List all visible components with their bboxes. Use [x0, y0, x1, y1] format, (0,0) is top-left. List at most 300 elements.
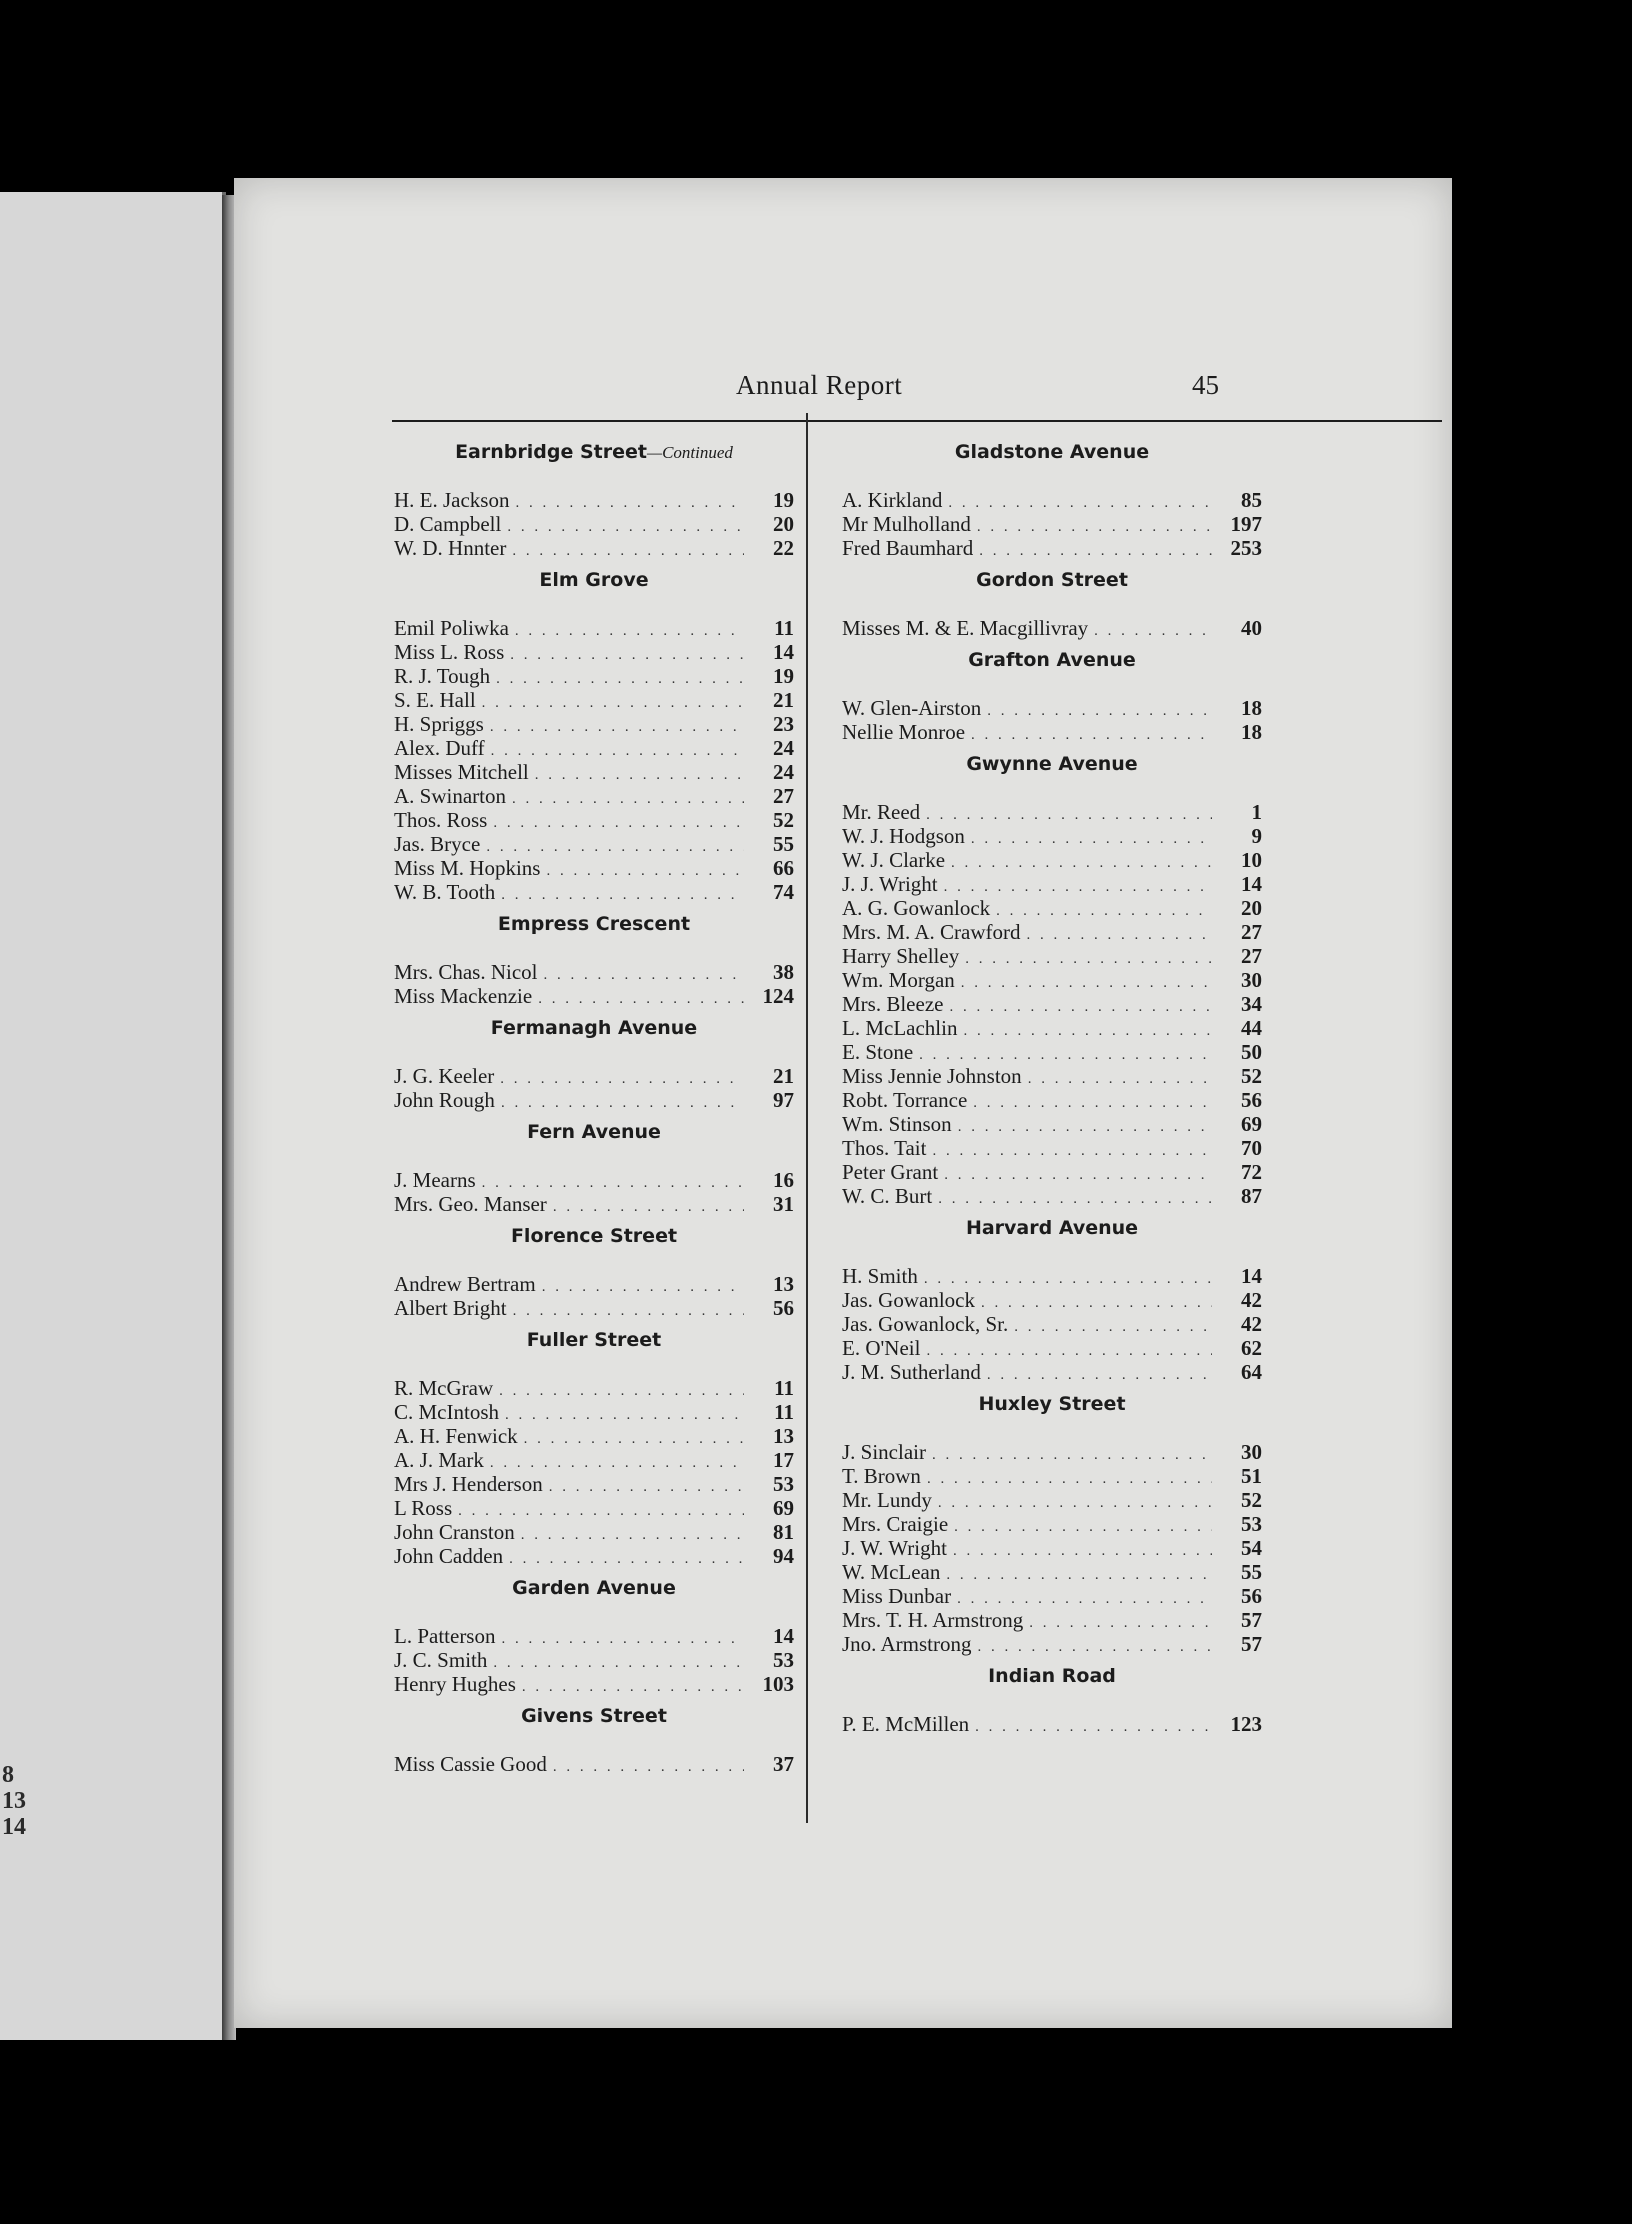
dot-leader: [987, 699, 1212, 723]
list-item: [394, 640, 794, 664]
facing-page-number: 14: [2, 1814, 26, 1840]
dot-leader: [524, 1427, 744, 1451]
document-page: [234, 178, 1452, 2028]
dot-leader: [953, 1539, 1212, 1563]
dot-leader: [1014, 1315, 1212, 1339]
street-heading: [394, 1120, 794, 1144]
dot-leader: [949, 995, 1212, 1019]
house-number: 1: [1251, 800, 1262, 824]
list-item: [842, 944, 1262, 968]
dot-leader: [546, 859, 744, 883]
house-number: 37: [773, 1752, 794, 1776]
resident-name: Albert Bright: [394, 1296, 507, 1320]
street-section: [394, 440, 794, 560]
resident-name: A. H. Fenwick: [394, 1424, 518, 1448]
resident-name: Mrs J. Henderson: [394, 1472, 543, 1496]
street-name: Fermanagh Avenue: [490, 1017, 698, 1039]
resident-name: A. G. Gowanlock: [842, 896, 991, 920]
house-number: 55: [773, 832, 794, 856]
resident-name: H. Smith: [842, 1264, 918, 1288]
dot-leader: [978, 1635, 1212, 1659]
resident-name: L Ross: [394, 1496, 453, 1520]
dot-leader: [542, 1275, 744, 1299]
dot-leader: [951, 851, 1212, 875]
dot-leader: [1028, 1067, 1212, 1091]
resident-name: Mrs. T. H. Armstrong: [842, 1608, 1024, 1632]
resident-name: W. McLean: [842, 1560, 941, 1584]
house-number: 74: [773, 880, 794, 904]
dot-leader: [971, 723, 1212, 747]
list-item: [394, 1192, 794, 1216]
house-number: 50: [1241, 1040, 1262, 1064]
list-item: [842, 512, 1262, 536]
house-number: 253: [1230, 536, 1262, 560]
list-item: [842, 696, 1262, 720]
house-number: 11: [774, 1376, 794, 1400]
house-number: 69: [773, 1496, 794, 1520]
house-number: 94: [773, 1544, 794, 1568]
resident-name: Jno. Armstrong: [842, 1632, 972, 1656]
dot-leader: [521, 1523, 744, 1547]
resident-name: Miss Dunbar: [842, 1584, 952, 1608]
list-item: [842, 720, 1262, 744]
house-number: 14: [773, 1624, 794, 1648]
resident-name: Jas. Bryce: [394, 832, 481, 856]
house-number: 13: [773, 1272, 794, 1296]
house-number: 34: [1241, 992, 1262, 1016]
house-number: 53: [1241, 1512, 1262, 1536]
house-number: 9: [1251, 824, 1262, 848]
house-number: 97: [773, 1088, 794, 1112]
list-item: [842, 1536, 1262, 1560]
street-heading: [394, 1224, 794, 1248]
resident-name: Wm. Morgan: [842, 968, 955, 992]
right-column: [842, 440, 1262, 1744]
house-number: 24: [773, 736, 794, 760]
list-item: [394, 1424, 794, 1448]
resident-name: Mrs. Geo. Manser: [394, 1192, 547, 1216]
house-number: 20: [773, 512, 794, 536]
street-section: [394, 1224, 794, 1320]
resident-name: Mr Mulholland: [842, 512, 971, 536]
dot-leader: [549, 1475, 744, 1499]
street-heading: [394, 1328, 794, 1352]
resident-name: Nellie Monroe: [842, 720, 966, 744]
list-item: [394, 1064, 794, 1088]
list-item: [394, 688, 794, 712]
list-item: [394, 1376, 794, 1400]
house-number: 53: [773, 1648, 794, 1672]
list-item: [842, 1088, 1262, 1112]
resident-name: Miss Mackenzie: [394, 984, 533, 1008]
facing-page-edge: [0, 192, 226, 2040]
dot-leader: [553, 1755, 744, 1779]
list-item: [394, 488, 794, 512]
list-item: [394, 984, 794, 1008]
list-item: [842, 1312, 1262, 1336]
resident-name: L. McLachlin: [842, 1016, 958, 1040]
dot-leader: [938, 1187, 1212, 1211]
street-section: [842, 1392, 1262, 1656]
house-number: 17: [773, 1448, 794, 1472]
street-section: [394, 1120, 794, 1216]
street-name: Huxley Street: [978, 1393, 1126, 1415]
resident-name: Miss L. Ross: [394, 640, 505, 664]
resident-name: Andrew Bertram: [394, 1272, 536, 1296]
running-head: [234, 370, 1452, 400]
street-section: [842, 568, 1262, 640]
resident-name: P. E. McMillen: [842, 1712, 970, 1736]
dot-leader: [515, 491, 744, 515]
house-number: 42: [1241, 1288, 1262, 1312]
house-number: 51: [1241, 1464, 1262, 1488]
house-number: 52: [1241, 1488, 1262, 1512]
resident-name: J. M. Sutherland: [842, 1360, 981, 1384]
resident-name: John Cadden: [394, 1544, 504, 1568]
house-number: 14: [1241, 1264, 1262, 1288]
house-number: 66: [773, 856, 794, 880]
house-number: 18: [1241, 696, 1262, 720]
dot-leader: [958, 1115, 1212, 1139]
house-number: 62: [1241, 1336, 1262, 1360]
list-item: [842, 1184, 1262, 1208]
dot-leader: [954, 1515, 1212, 1539]
dot-leader: [493, 1651, 744, 1675]
street-section: [842, 440, 1262, 560]
resident-name: Thos. Tait: [842, 1136, 927, 1160]
street-name: Fern Avenue: [527, 1121, 661, 1143]
list-item: [842, 1440, 1262, 1464]
house-number: 27: [773, 784, 794, 808]
resident-name: J. C. Smith: [394, 1648, 488, 1672]
list-item: [842, 1512, 1262, 1536]
house-number: 24: [773, 760, 794, 784]
left-column: [394, 440, 794, 1784]
street-section: [842, 1216, 1262, 1384]
dot-leader: [553, 1195, 744, 1219]
list-item: [394, 1624, 794, 1648]
house-number: 21: [773, 688, 794, 712]
street-heading: [842, 440, 1262, 464]
dot-leader: [946, 1563, 1212, 1587]
dot-leader: [971, 827, 1212, 851]
street-name: Gladstone Avenue: [954, 441, 1150, 463]
dot-leader: [938, 1491, 1212, 1515]
house-number: 38: [773, 960, 794, 984]
dot-leader: [948, 491, 1212, 515]
list-item: [394, 1400, 794, 1424]
dot-leader: [927, 1467, 1212, 1491]
resident-name: Jas. Gowanlock: [842, 1288, 975, 1312]
house-number: 44: [1241, 1016, 1262, 1040]
resident-name: W. J. Hodgson: [842, 824, 965, 848]
resident-name: A. Kirkland: [842, 488, 943, 512]
house-number: 56: [1241, 1584, 1262, 1608]
dot-leader: [496, 667, 744, 691]
dot-leader: [961, 971, 1212, 995]
list-item: [842, 800, 1262, 824]
dot-leader: [499, 1379, 744, 1403]
house-number: 16: [773, 1168, 794, 1192]
dot-leader: [501, 1091, 744, 1115]
resident-name: T. Brown: [842, 1464, 921, 1488]
dot-leader: [963, 1019, 1212, 1043]
list-item: [842, 1560, 1262, 1584]
house-number: 19: [773, 664, 794, 688]
street-name: Gwynne Avenue: [966, 753, 1138, 775]
resident-name: Mr. Reed: [842, 800, 921, 824]
list-item: [842, 1040, 1262, 1064]
street-name: Elm Grove: [539, 569, 649, 591]
list-item: [842, 1160, 1262, 1184]
house-number: 42: [1241, 1312, 1262, 1336]
list-item: [842, 824, 1262, 848]
dot-leader: [510, 643, 744, 667]
list-item: [394, 1088, 794, 1112]
street-name: Garden Avenue: [512, 1577, 676, 1599]
dot-leader: [981, 1291, 1212, 1315]
list-item: [394, 1648, 794, 1672]
house-number: 57: [1241, 1632, 1262, 1656]
resident-name: A. J. Mark: [394, 1448, 484, 1472]
street-name: Fuller Street: [526, 1329, 662, 1351]
street-heading: [394, 912, 794, 936]
list-item: [394, 536, 794, 560]
list-item: [394, 1272, 794, 1296]
house-number: 52: [1241, 1064, 1262, 1088]
dot-leader: [513, 1299, 744, 1323]
street-name: Grafton Avenue: [968, 649, 1136, 671]
resident-name: Peter Grant: [842, 1160, 939, 1184]
dot-leader: [500, 1067, 744, 1091]
list-item: [394, 712, 794, 736]
street-heading: [842, 648, 1262, 672]
column-divider: [806, 413, 808, 1823]
list-item: [842, 1336, 1262, 1360]
street-heading: [842, 1664, 1262, 1688]
list-item: [842, 616, 1262, 640]
house-number: 55: [1241, 1560, 1262, 1584]
house-number: 11: [774, 616, 794, 640]
dot-leader: [996, 899, 1212, 923]
house-number: 30: [1241, 968, 1262, 992]
page-number: 45: [1192, 370, 1219, 400]
resident-name: Thos. Ross: [394, 808, 488, 832]
house-number: 22: [773, 536, 794, 560]
list-item: [842, 536, 1262, 560]
house-number: 103: [762, 1672, 794, 1696]
house-number: 11: [774, 1400, 794, 1424]
list-item: [842, 992, 1262, 1016]
street-heading: [394, 1016, 794, 1040]
resident-name: W. Glen-Airston: [842, 696, 982, 720]
resident-name: Miss Jennie Johnston: [842, 1064, 1022, 1088]
dot-leader: [501, 883, 744, 907]
house-number: 64: [1241, 1360, 1262, 1384]
resident-name: Mrs. Bleeze: [842, 992, 944, 1016]
street-name: Gordon Street: [976, 569, 1128, 591]
street-section: [842, 752, 1262, 1208]
list-item: [394, 736, 794, 760]
dot-leader: [512, 539, 744, 563]
resident-name: Misses Mitchell: [394, 760, 529, 784]
list-item: [842, 1136, 1262, 1160]
house-number: 13: [773, 1424, 794, 1448]
resident-name: Emil Poliwka: [394, 616, 509, 640]
street-section: [394, 1016, 794, 1112]
dot-leader: [512, 787, 744, 811]
street-section: [842, 648, 1262, 744]
street-name: Earnbridge Street: [455, 441, 647, 463]
list-item: [842, 488, 1262, 512]
list-item: [842, 968, 1262, 992]
dot-leader: [535, 763, 744, 787]
house-number: 27: [1241, 920, 1262, 944]
street-section: [394, 568, 794, 904]
list-item: [394, 1448, 794, 1472]
resident-name: Fred Baumhard: [842, 536, 974, 560]
resident-name: John Rough: [394, 1088, 495, 1112]
resident-name: Mrs. Chas. Nicol: [394, 960, 538, 984]
dot-leader: [973, 1091, 1212, 1115]
resident-name: J. Mearns: [394, 1168, 476, 1192]
resident-name: Robt. Torrance: [842, 1088, 968, 1112]
list-item: [842, 1264, 1262, 1288]
house-number: 21: [773, 1064, 794, 1088]
house-number: 20: [1241, 896, 1262, 920]
list-item: [842, 920, 1262, 944]
resident-name: Harry Shelley: [842, 944, 960, 968]
list-item: [842, 1488, 1262, 1512]
resident-name: Wm. Stinson: [842, 1112, 952, 1136]
dot-leader: [965, 947, 1212, 971]
dot-leader: [538, 987, 744, 1011]
dot-leader: [493, 811, 744, 835]
street-section: [394, 1328, 794, 1568]
list-item: [394, 880, 794, 904]
street-name: Florence Street: [510, 1225, 678, 1247]
list-item: [842, 896, 1262, 920]
house-number: 14: [1241, 872, 1262, 896]
list-item: [842, 1288, 1262, 1312]
dot-leader: [544, 963, 745, 987]
resident-name: C. McIntosh: [394, 1400, 499, 1424]
dot-leader: [507, 515, 744, 539]
dot-leader: [1094, 619, 1212, 643]
street-name: Harvard Avenue: [965, 1217, 1139, 1239]
house-number: 27: [1241, 944, 1262, 968]
resident-name: John Cranston: [394, 1520, 515, 1544]
house-number: 85: [1241, 488, 1262, 512]
house-number: 52: [773, 808, 794, 832]
dot-leader: [505, 1403, 744, 1427]
list-item: [394, 1496, 794, 1520]
house-number: 87: [1241, 1184, 1262, 1208]
list-item: [394, 1296, 794, 1320]
street-section: [394, 912, 794, 1008]
list-item: [394, 1672, 794, 1696]
dot-leader: [522, 1675, 744, 1699]
list-item: [842, 1112, 1262, 1136]
resident-name: J. Sinclair: [842, 1440, 926, 1464]
street-heading: [842, 1392, 1262, 1416]
house-number: 19: [773, 488, 794, 512]
list-item: [394, 808, 794, 832]
resident-name: W. D. Hnnter: [394, 536, 507, 560]
street-heading: [842, 1216, 1262, 1240]
house-number: 54: [1241, 1536, 1262, 1560]
house-number: 31: [773, 1192, 794, 1216]
dot-leader: [509, 1547, 744, 1571]
street-section: [842, 1664, 1262, 1736]
street-section: [394, 1704, 794, 1776]
house-number: 70: [1241, 1136, 1262, 1160]
house-number: 40: [1241, 616, 1262, 640]
list-item: [842, 1632, 1262, 1656]
list-item: [394, 832, 794, 856]
street-name: Indian Road: [988, 1665, 1116, 1687]
house-number: 197: [1230, 512, 1262, 536]
dot-leader: [932, 1139, 1212, 1163]
house-number: 124: [762, 984, 794, 1008]
resident-name: J. J. Wright: [842, 872, 938, 896]
facing-page-number: 13: [2, 1788, 26, 1814]
dot-leader: [1027, 923, 1213, 947]
street-heading: [394, 1576, 794, 1600]
street-heading: [842, 568, 1262, 592]
resident-name: E. Stone: [842, 1040, 914, 1064]
house-number: 123: [1230, 1712, 1262, 1736]
house-number: 53: [773, 1472, 794, 1496]
list-item: [394, 1520, 794, 1544]
house-number: 14: [773, 640, 794, 664]
resident-name: A. Swinarton: [394, 784, 506, 808]
resident-name: J. G. Keeler: [394, 1064, 495, 1088]
street-heading: [394, 440, 794, 464]
list-item: [394, 1168, 794, 1192]
page-title: Annual Report: [736, 370, 903, 400]
list-item: [394, 960, 794, 984]
street-heading: [842, 752, 1262, 776]
list-item: [842, 1608, 1262, 1632]
resident-name: Alex. Duff: [394, 736, 485, 760]
house-number: 23: [773, 712, 794, 736]
resident-name: W. C. Burt: [842, 1184, 933, 1208]
resident-name: Jas. Gowanlock, Sr.: [842, 1312, 1009, 1336]
dot-leader: [979, 539, 1212, 563]
list-item: [842, 1064, 1262, 1088]
street-name: Givens Street: [521, 1705, 667, 1727]
dot-leader: [515, 619, 744, 643]
facing-page-number: 8: [2, 1762, 14, 1788]
resident-name: H. E. Jackson: [394, 488, 510, 512]
street-name: Empress Crescent: [497, 913, 691, 935]
street-heading: [394, 568, 794, 592]
list-item: [394, 856, 794, 880]
list-item: [394, 1472, 794, 1496]
resident-name: W. J. Clarke: [842, 848, 946, 872]
list-item: [394, 760, 794, 784]
dot-leader: [977, 515, 1212, 539]
house-number: 30: [1241, 1440, 1262, 1464]
header-rule: [392, 420, 1442, 422]
resident-name: Misses M. & E. Macgillivray: [842, 616, 1089, 640]
list-item: [394, 664, 794, 688]
dot-leader: [501, 1627, 744, 1651]
resident-name: W. B. Tooth: [394, 880, 496, 904]
list-item: [842, 872, 1262, 896]
resident-name: Mrs. Craigie: [842, 1512, 949, 1536]
